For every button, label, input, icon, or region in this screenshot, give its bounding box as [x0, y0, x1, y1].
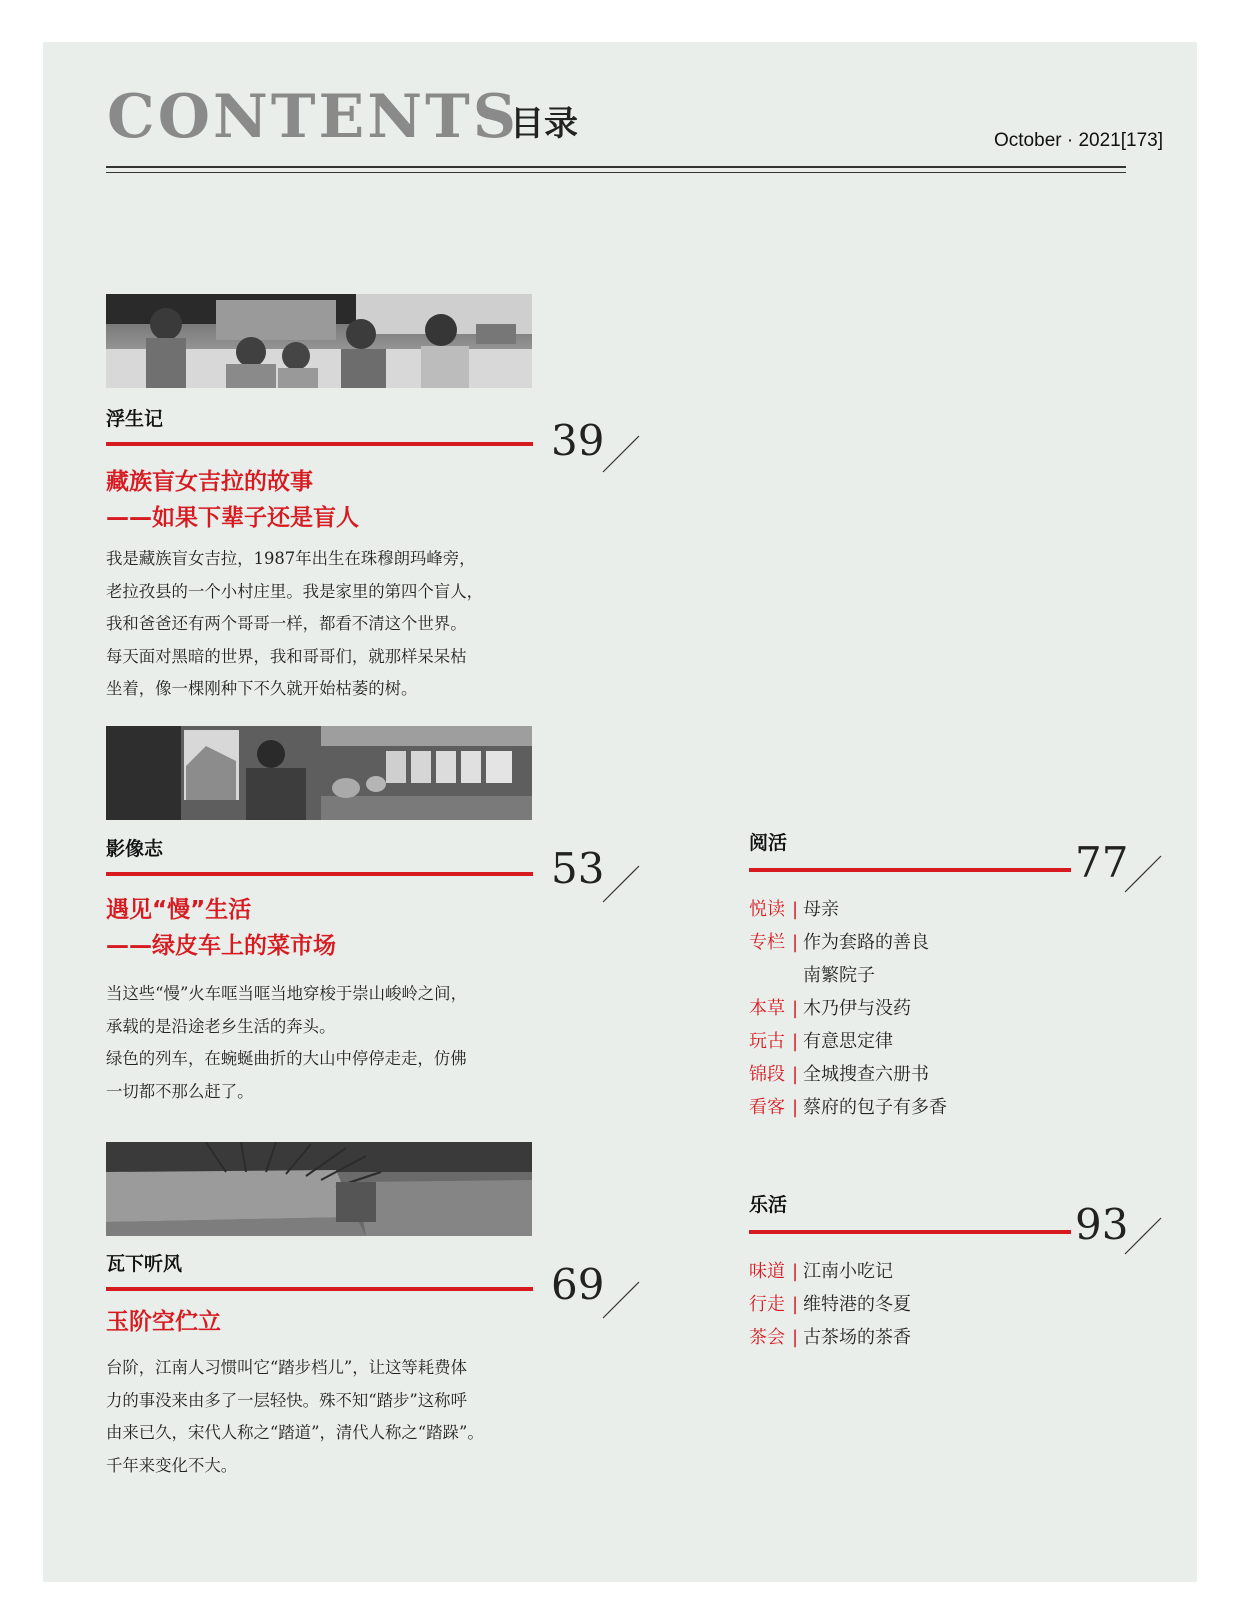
photo-steps: [106, 1142, 532, 1236]
item-title: 南繁院子: [803, 965, 875, 986]
section-title: 乐活: [749, 1194, 788, 1216]
list-item[interactable]: [749, 1321, 1149, 1354]
item-list: [749, 1255, 1149, 1354]
item-category: 味道: [749, 1261, 785, 1282]
list-item[interactable]: [749, 1255, 1149, 1288]
article-title-line: 藏族盲女吉拉的故事: [106, 469, 313, 495]
separator: |: [791, 1064, 799, 1085]
item-title: 蔡府的包子有多香: [803, 1097, 947, 1118]
page-number: 69: [551, 1260, 605, 1309]
article-title-line: ——如果下辈子还是盲人: [106, 505, 359, 531]
item-category: 茶会: [749, 1327, 785, 1348]
list-item[interactable]: [749, 959, 1149, 992]
desc-line: 台阶，江南人习惯叫它“踏步档儿”，让这等耗费体: [106, 1358, 467, 1377]
item-category: 玩古: [749, 1031, 785, 1052]
slash-divider-icon: [1123, 1216, 1163, 1256]
page-number: 77: [1075, 838, 1129, 887]
separator: |: [791, 998, 799, 1019]
item-category: 看客: [749, 1097, 785, 1118]
item-title: 江南小吃记: [803, 1261, 893, 1282]
item-title: 全城搜查六册书: [803, 1064, 929, 1085]
section-rule: [749, 1230, 1071, 1234]
item-title: 维特港的冬夏: [803, 1294, 911, 1315]
slash-divider-icon: [601, 864, 641, 904]
desc-line: 千年来变化不大。: [106, 1455, 238, 1475]
desc-line: 绿色的列车，在蜿蜒曲折的大山中停停走走，仿佛: [106, 1049, 467, 1068]
item-title: 作为套路的善良: [803, 932, 929, 953]
section-title: 浮生记: [106, 408, 164, 430]
list-item[interactable]: [749, 1288, 1149, 1321]
item-list: [749, 893, 1149, 1124]
section-rule: [106, 872, 533, 876]
separator: |: [791, 1327, 799, 1348]
issue-label: October · 2021[173]: [994, 130, 1163, 151]
list-item[interactable]: [749, 1058, 1149, 1091]
section-rule: [106, 442, 533, 446]
page-number: 93: [1075, 1200, 1129, 1249]
desc-line: 一切都不那么赶了。: [106, 1081, 254, 1101]
article-title-line: 遇见“慢”生活: [106, 897, 252, 923]
photo-train: [106, 726, 532, 820]
article-title[interactable]: [106, 1304, 221, 1340]
desc-line: 坐着，像一棵刚种下不久就开始枯萎的树。: [106, 679, 418, 698]
item-category: 悦读: [749, 899, 785, 920]
page-title: CONTENTS: [107, 82, 520, 152]
item-category: 行走: [749, 1294, 785, 1315]
article-description: [106, 1352, 546, 1482]
section-title: 阅活: [749, 832, 788, 854]
article-description: [106, 543, 546, 706]
item-title: 木乃伊与没药: [803, 998, 911, 1019]
list-item[interactable]: [749, 926, 1149, 959]
separator: |: [791, 932, 799, 953]
photo-children: [106, 294, 532, 388]
item-category: 专栏: [749, 932, 785, 953]
desc-line: 老拉孜县的一个小村庄里。我是家里的第四个盲人，: [106, 581, 483, 601]
article-title[interactable]: [106, 464, 359, 536]
desc-line: 我是藏族盲女吉拉，1987年出生在珠穆朗玛峰旁，: [106, 549, 476, 568]
desc-line: 当这些“慢”火车哐当哐当地穿梭于崇山峻岭之间，: [106, 984, 467, 1003]
page-number: 39: [551, 416, 605, 465]
contents-page: [43, 42, 1197, 1582]
desc-line: 承载的是沿途老乡生活的奔头。: [106, 1016, 336, 1036]
article-title-line: ——绿皮车上的菜市场: [106, 933, 336, 959]
list-item[interactable]: [749, 992, 1149, 1025]
item-title: 古茶场的茶香: [803, 1327, 911, 1348]
desc-line: 由来已久，宋代人称之“踏道”，清代人称之“踏跺”。: [106, 1423, 484, 1442]
list-item[interactable]: [749, 1091, 1149, 1124]
article-title-line: 玉阶空伫立: [106, 1309, 221, 1335]
separator: |: [791, 1261, 799, 1282]
desc-line: 我和爸爸还有两个哥哥一样，都看不清这个世界。: [106, 614, 467, 633]
desc-line: 力的事没来由多了一层轻快。殊不知“踏步”这称呼: [106, 1390, 467, 1410]
article-description: [106, 978, 546, 1108]
section-rule: [106, 1287, 533, 1291]
slash-divider-icon: [601, 1280, 641, 1320]
separator: |: [791, 1097, 799, 1118]
article-title[interactable]: [106, 892, 336, 964]
page-title-cn: 目录: [510, 104, 578, 144]
separator: |: [791, 1031, 799, 1052]
header-rule-thick: [106, 166, 1126, 168]
section-rule: [749, 868, 1071, 872]
item-title: 有意思定律: [803, 1031, 893, 1052]
section-title: 影像志: [106, 838, 164, 860]
item-title: 母亲: [803, 899, 839, 920]
slash-divider-icon: [601, 434, 641, 474]
page-number: 53: [551, 844, 605, 893]
list-item[interactable]: [749, 1025, 1149, 1058]
header-rule-thin: [106, 172, 1126, 173]
separator: |: [791, 899, 799, 920]
list-item[interactable]: [749, 893, 1149, 926]
slash-divider-icon: [1123, 854, 1163, 894]
section-title: 瓦下听风: [106, 1253, 183, 1275]
separator: |: [791, 1294, 799, 1315]
item-category: 本草: [749, 998, 785, 1019]
item-category: 锦段: [749, 1064, 785, 1085]
desc-line: 每天面对黑暗的世界，我和哥哥们，就那样呆呆枯: [106, 646, 467, 666]
